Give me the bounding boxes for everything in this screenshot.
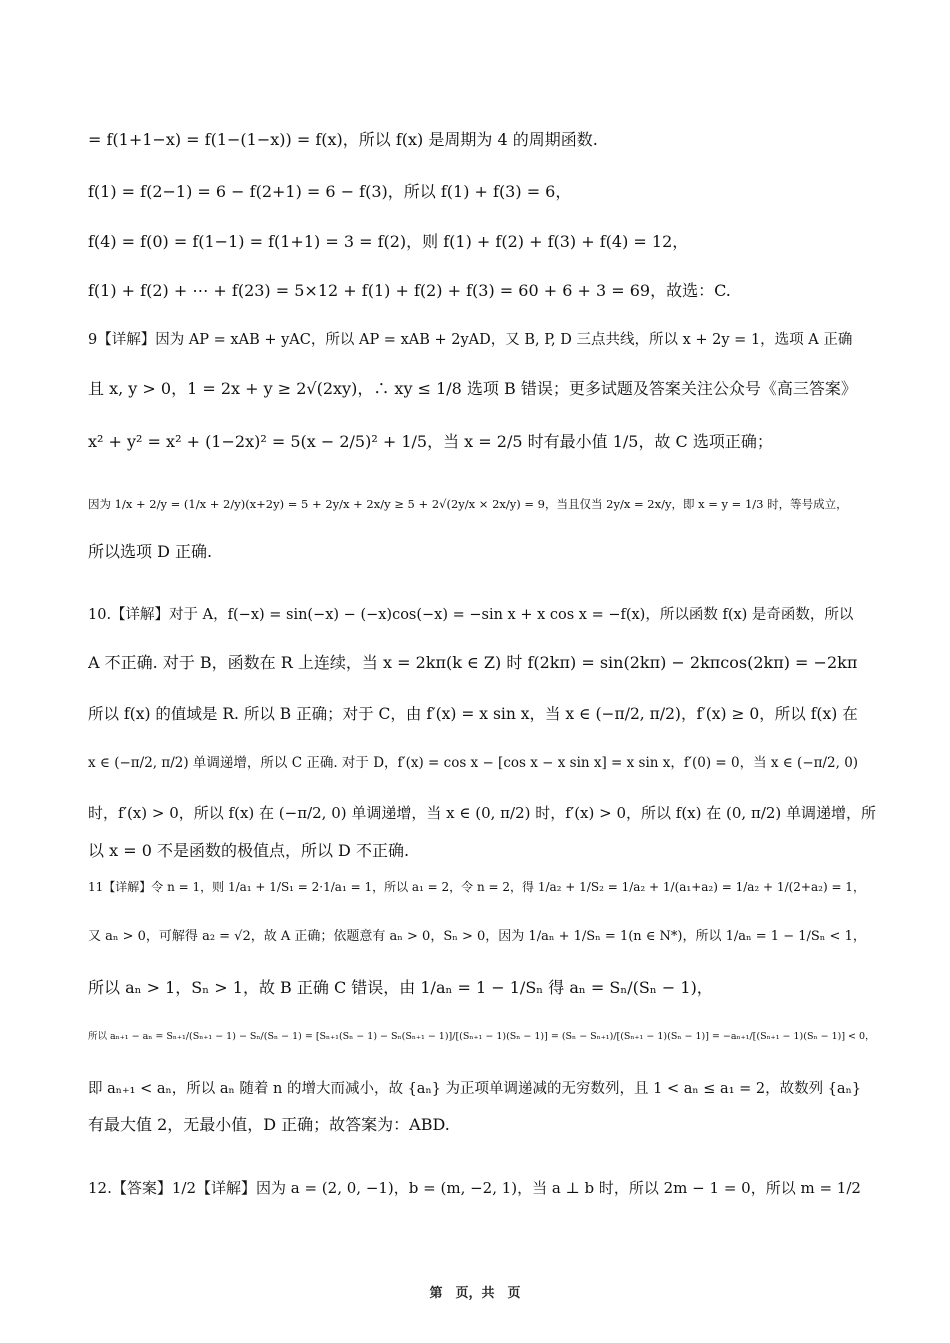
q12-line-1: 12.【答案】1/2【详解】因为 a = (2, 0, −1)，b = (m, −2, 1)，当 a ⊥ b 时，所以 2m − 1 = 0，所以 m = 1/2 [88, 1179, 861, 1197]
q10-line-5: 时，f′(x) > 0，所以 f(x) 在 (−π/2, 0) 单调递增，当 x ∈ (0, π/2) 时，f′(x) > 0，所以 f(x) 在 (0, π/2) 单调递增，所 [88, 804, 877, 822]
text-line-3: f(4) = f(0) = f(1−1) = f(1+1) = 3 = f(2)，则 f(1) + f(2) + f(3) + f(4) = 12， [88, 232, 689, 251]
q11-line-6: 有最大值 2，无最小值，D 正确；故答案为：ABD. [88, 1115, 450, 1134]
q10-line-2: A 不正确. 对于 B，函数在 R 上连续，当 x = 2kπ(k ∈ Z) 时 f(2kπ) = sin(2kπ) − 2kπcos(2kπ) = −2kπ [88, 653, 858, 672]
q9-line-1: 9【详解】因为 AP = xAB + yAC，所以 AP = xAB + 2yAD，又 B, P, D 三点共线，所以 x + 2y = 1，选项 A 正确 [88, 332, 853, 348]
page-footer: 第 页，共 页 [429, 1286, 521, 1301]
q9-line-2: 且 x, y > 0，1 = 2x + y ≥ 2√(2xy)，∴ xy ≤ 1/8 选项 B 错误；更多试题及答案关注公众号《高三答案》 [88, 379, 857, 398]
q10-line-3: 所以 f(x) 的值域是 R. 所以 B 正确；对于 C，由 f′(x) = x sin x，当 x ∈ (−π/2, π/2)，f′(x) ≥ 0，所以 f(x) 在 [88, 705, 858, 723]
q11-line-1: 11【详解】令 n = 1，则 1/a₁ + 1/S₁ = 2·1/a₁ = 1，所以 a₁ = 2，令 n = 2，得 1/a₂ + 1/S₂ = 1/a₂ + 1/(a₁+a₂) = 1/a₂ + 1/(2+a₂) = 1， [88, 880, 865, 894]
text-line-1: = f(1+1−x) = f(1−(1−x)) = f(x)，所以 f(x) 是周期为 4 的周期函数. [88, 130, 598, 149]
q9-line-3: x² + y² = x² + (1−2x)² = 5(x − 2/5)² + 1/5，当 x = 2/5 时有最小值 1/5，故 C 选项正确； [88, 432, 773, 451]
q9-line-4: 因为 1/x + 2/y = (1/x + 2/y)(x+2y) = 5 + 2y/x + 2x/y ≥ 5 + 2√(2y/x × 2x/y) = 9，当且仅当 2y/x = 2x/y，即 x = y = 1/3 时，等号成立， [88, 497, 848, 511]
q11-line-2: 又 aₙ > 0，可解得 a₂ = √2，故 A 正确；依题意有 aₙ > 0，Sₙ > 0，因为 1/aₙ + 1/Sₙ = 1(n ∈ N*)，所以 1/aₙ = 1 − 1/Sₙ < 1， [88, 929, 866, 944]
q9-line-5: 所以选项 D 正确. [88, 542, 213, 561]
text-line-4: f(1) + f(2) + ⋯ + f(23) = 5×12 + f(1) + f(2) + f(3) = 60 + 6 + 3 = 69，故选：C. [88, 281, 731, 300]
text-line-2: f(1) = f(2−1) = 6 − f(2+1) = 6 − f(3)，所以 f(1) + f(3) = 6， [88, 182, 572, 201]
q10-line-4: x ∈ (−π/2, π/2) 单调递增，所以 C 正确. 对于 D，f′(x) = cos x − [cos x − x sin x] = x sin x，f′(0) = 0，当 x ∈ (−π/2, 0) [88, 755, 859, 771]
q10-line-1: 10.【详解】对于 A，f(−x) = sin(−x) − (−x)cos(−x) = −sin x + x cos x = −f(x)，所以函数 f(x) 是奇函数，所以 [88, 607, 854, 623]
q11-line-3: 所以 aₙ > 1，Sₙ > 1，故 B 正确 C 错误，由 1/aₙ = 1 − 1/Sₙ 得 aₙ = Sₙ/(Sₙ − 1)， [88, 978, 713, 997]
q11-line-5: 即 aₙ₊₁ < aₙ，所以 aₙ 随着 n 的增大而减小，故 {aₙ} 为正项单调递减的无穷数列，且 1 < aₙ ≤ a₁ = 2，故数列 {aₙ} [88, 1081, 862, 1097]
q11-line-4: 所以 aₙ₊₁ − aₙ = Sₙ₊₁/(Sₙ₊₁ − 1) − Sₙ/(Sₙ − 1) = [Sₙ₊₁(Sₙ − 1) − Sₙ(Sₙ₊₁ − 1)]/[(Sₙ₊₁ − 1)(Sₙ − 1)] = (Sₙ − Sₙ₊₁)/[(Sₙ₊₁ − 1)(Sₙ − 1)] = −aₙ₊₁/[(Sₙ₊₁ − 1)(Sₙ − 1)] < 0， [88, 1031, 875, 1042]
q10-line-6: 以 x = 0 不是函数的极值点，所以 D 不正确. [88, 841, 410, 860]
